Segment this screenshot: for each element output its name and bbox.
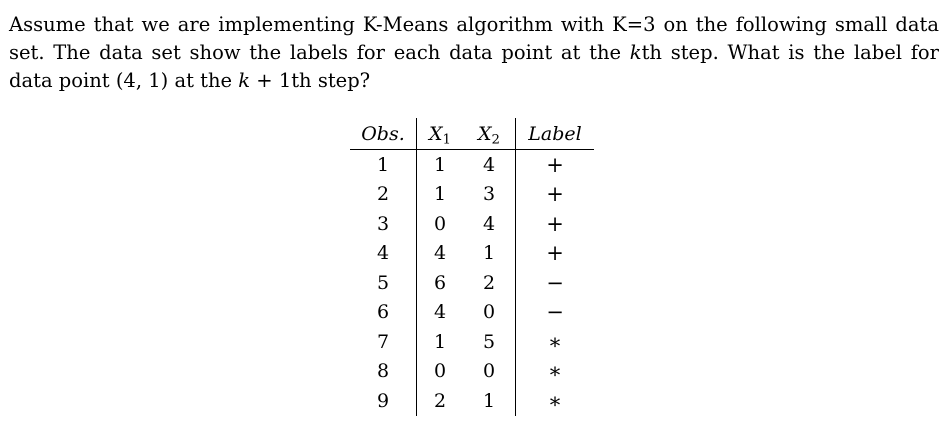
- question-part-1: Assume that we are implementing K-Means algorithm with K=3 on the following small data set. The data set show the labels for each data point at the: [9, 13, 939, 64]
- cell-obs: 5: [376, 271, 390, 294]
- cell-obs: 4: [376, 242, 390, 265]
- cell-obs: 6: [376, 301, 390, 324]
- cell-x1: 0: [417, 209, 464, 239]
- cell-obs: 9: [376, 389, 390, 412]
- cell-x2: 3: [482, 183, 496, 206]
- table-row: [350, 268, 594, 298]
- cell-x2: 1: [482, 389, 496, 412]
- table-header-row: [350, 118, 594, 150]
- cell-label: ∗: [516, 357, 595, 387]
- table-row: [350, 239, 594, 269]
- question-k-variable-next: k: [238, 69, 251, 92]
- header-x1-base: X: [429, 122, 443, 145]
- question-part-3: + 1th step?: [250, 69, 371, 92]
- question-text: [9, 11, 939, 95]
- cell-x1: 4: [417, 239, 464, 269]
- cell-x2: 0: [482, 360, 496, 383]
- cell-label: −: [516, 298, 595, 328]
- header-x2: [463, 118, 516, 150]
- cell-x1: 6: [417, 268, 464, 298]
- data-table-container: [350, 118, 594, 416]
- cell-label: +: [516, 239, 595, 269]
- cell-obs: 3: [376, 212, 390, 235]
- cell-obs: 2: [376, 183, 390, 206]
- cell-x1: 1: [417, 327, 464, 357]
- table-row: [350, 327, 594, 357]
- cell-x2: 0: [482, 301, 496, 324]
- header-x2-subscript: 2: [491, 131, 500, 147]
- cell-label: ∗: [516, 386, 595, 416]
- cell-x2: 4: [482, 212, 496, 235]
- cell-x2: 1: [482, 242, 496, 265]
- question-part-2: th step. What is the label for data point (4, 1) at the: [9, 41, 939, 92]
- cell-label: +: [516, 150, 595, 180]
- header-x1: [417, 118, 464, 150]
- data-table: [350, 118, 594, 416]
- cell-x1: 1: [417, 150, 464, 180]
- table-body: [350, 150, 594, 416]
- header-obs: Obs.: [361, 122, 405, 145]
- table-row: [350, 209, 594, 239]
- cell-label: +: [516, 180, 595, 210]
- cell-label: −: [516, 268, 595, 298]
- cell-x1: 1: [417, 180, 464, 210]
- table-row: [350, 298, 594, 328]
- header-x1-subscript: 1: [442, 131, 451, 147]
- cell-x2: 5: [482, 330, 496, 353]
- cell-x2: 2: [482, 271, 496, 294]
- cell-obs: 1: [376, 153, 390, 176]
- cell-x1: 4: [417, 298, 464, 328]
- header-x2-base: X: [478, 122, 492, 145]
- cell-x2: 4: [482, 153, 496, 176]
- header-label: Label: [516, 118, 595, 150]
- cell-obs: 8: [376, 360, 390, 383]
- table-row: [350, 357, 594, 387]
- table-row: [350, 150, 594, 180]
- cell-x1: 2: [417, 386, 464, 416]
- table-row: [350, 386, 594, 416]
- table-row: [350, 180, 594, 210]
- question-k-variable: k: [629, 41, 642, 64]
- cell-x1: 0: [417, 357, 464, 387]
- cell-label: ∗: [516, 327, 595, 357]
- cell-obs: 7: [376, 330, 390, 353]
- cell-label: +: [516, 209, 595, 239]
